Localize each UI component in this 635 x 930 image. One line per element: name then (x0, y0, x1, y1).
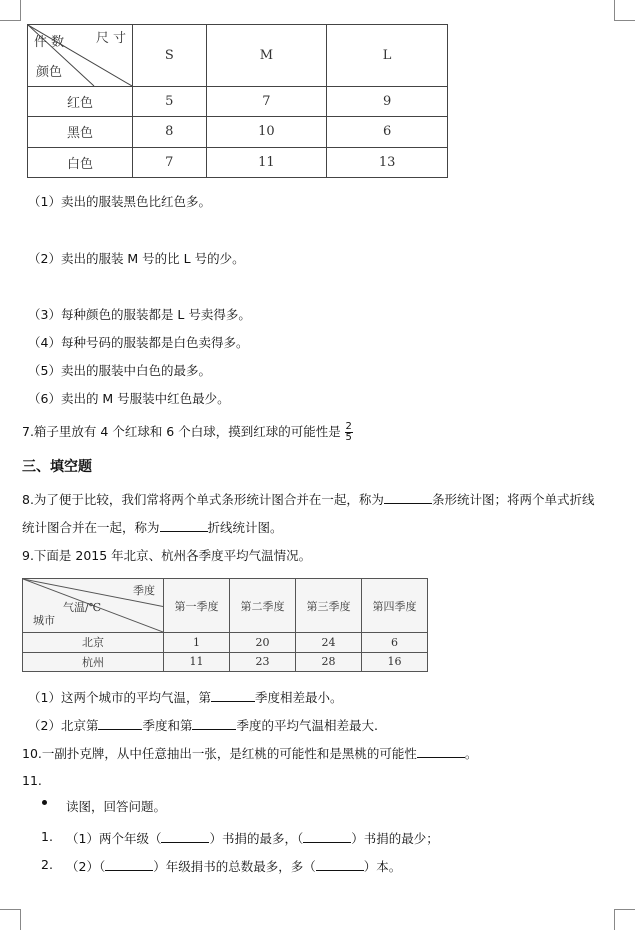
answer-blank[interactable] (417, 745, 465, 758)
season-header: 第四季度 (362, 579, 428, 633)
question-9-text: （2）北京第 (28, 718, 99, 733)
table-cell: 11 (206, 147, 327, 177)
question-10-text: 10.一副扑克牌，从中任意抽出一张，是红桃的可能性和是黑桃的可能性 (22, 746, 417, 761)
question-9-sub2 (28, 716, 378, 734)
question-7-text: 7.箱子里放有 4 个红球和 6 个白球，摸到红球的可能性是 (22, 424, 341, 439)
answer-blank[interactable] (316, 858, 364, 871)
table-row (23, 652, 428, 672)
page-corner-mark (0, 909, 21, 930)
temperature-table (22, 578, 428, 672)
question-8-text: 折线统计图。 (207, 520, 283, 535)
question-9-sub1 (28, 688, 342, 706)
season-header: 第一季度 (164, 579, 230, 633)
table-cell: 1 (164, 633, 230, 653)
table-row (28, 87, 448, 117)
question-8-line1 (22, 490, 594, 508)
table-cell: 20 (230, 633, 296, 653)
statement-3: （3）每种颜色的服装都是 L 号卖得多。 (28, 307, 251, 322)
table-cell: 7 (206, 87, 327, 117)
answer-blank[interactable] (98, 717, 142, 730)
question-8-text: 条形统计图；将两个单式折线 (431, 492, 595, 507)
size-header: S (133, 25, 207, 87)
answer-blank[interactable] (105, 858, 153, 871)
table-cell: 9 (327, 87, 448, 117)
fraction-numerator: 2 (345, 421, 352, 432)
color-label: 白色 (28, 147, 133, 177)
table-row (23, 633, 428, 653)
answer-blank[interactable] (161, 830, 209, 843)
statement-4: （4）每种号码的服装都是白色卖得多。 (28, 335, 249, 350)
city-label: 杭州 (23, 652, 164, 672)
table-cell: 28 (296, 652, 362, 672)
question-10 (22, 744, 477, 762)
list-item-number: 1. (41, 829, 53, 844)
question-11-text: （1）两个年级（ (66, 831, 162, 846)
list-item-number: 2. (41, 857, 53, 872)
table-cell: 8 (133, 117, 207, 147)
question-11-number: 11. (22, 773, 42, 788)
table-cell: 6 (362, 633, 428, 653)
question-9-text: 季度相差最小。 (254, 690, 343, 705)
statement-1: （1）卖出的服装黑色比红色多。 (28, 194, 211, 209)
question-11-instruction: 读图，回答问题。 (66, 799, 167, 814)
table-cell: 16 (362, 652, 428, 672)
question-11-text: ）书捐的最少； (351, 831, 439, 846)
size-header: L (327, 25, 448, 87)
corner-label-size: 尺 寸 (95, 31, 126, 46)
answer-blank[interactable] (384, 491, 432, 504)
question-11-text: ）书捐的最多，（ (209, 831, 304, 846)
answer-blank[interactable] (211, 689, 255, 702)
statement-5: （5）卖出的服装中白色的最多。 (28, 363, 211, 378)
fraction (345, 422, 353, 443)
question-11-item1 (66, 829, 439, 847)
season-header: 第三季度 (296, 579, 362, 633)
question-8-text: 8.为了便于比较，我们常将两个单式条形统计图合并在一起，称为 (22, 492, 384, 507)
question-8-line2 (22, 518, 283, 536)
table-cell: 24 (296, 633, 362, 653)
size-header: M (206, 25, 327, 87)
season-header: 第二季度 (230, 579, 296, 633)
fraction-denominator: 5 (345, 432, 352, 443)
page-corner-mark (614, 909, 635, 930)
question-8-text: 统计图合并在一起，称为 (22, 520, 160, 535)
table-corner-header (28, 25, 133, 87)
corner-label-temp: 气温/℃ (63, 601, 102, 614)
question-7 (22, 422, 353, 443)
color-label: 黑色 (28, 117, 133, 147)
question-10-text: 。 (464, 746, 478, 761)
table-row (28, 147, 448, 177)
question-11-text: ）本。 (363, 859, 402, 874)
answer-blank[interactable] (160, 519, 208, 532)
question-9-text: 季度的平均气温相差最大. (236, 718, 378, 733)
page-corner-mark (0, 0, 21, 21)
table-cell: 23 (230, 652, 296, 672)
corner-label-color: 颜色 (36, 65, 63, 80)
table-row (28, 117, 448, 147)
question-11-item2 (66, 857, 401, 875)
table-cell: 5 (133, 87, 207, 117)
question-9-text: 季度和第 (142, 718, 193, 733)
question-9-intro: 9.下面是 2015 年北京、杭州各季度平均气温情况。 (22, 548, 312, 563)
bullet-icon (42, 800, 47, 805)
answer-blank[interactable] (192, 717, 236, 730)
city-label: 北京 (23, 633, 164, 653)
question-11-text: （2）（ (66, 859, 106, 874)
clothing-sales-table (27, 24, 448, 178)
table-cell: 10 (206, 117, 327, 147)
question-9-text: （1）这两个城市的平均气温，第 (28, 690, 211, 705)
corner-label-season: 季度 (133, 584, 155, 597)
section-title: 三、填空题 (22, 459, 92, 475)
page-corner-mark (614, 0, 635, 21)
statement-6: （6）卖出的 M 号服装中红色最少。 (28, 391, 230, 406)
statement-2: （2）卖出的服装 M 号的比 L 号的少。 (28, 251, 245, 266)
answer-blank[interactable] (303, 830, 351, 843)
table-cell: 13 (327, 147, 448, 177)
table-corner-header (23, 579, 164, 633)
corner-label-count: 件 数 (34, 35, 65, 50)
table-cell: 6 (327, 117, 448, 147)
question-11-text: ）年级捐书的总数最多，多（ (153, 859, 316, 874)
corner-label-city: 城市 (33, 614, 55, 627)
color-label: 红色 (28, 87, 133, 117)
table-cell: 11 (164, 652, 230, 672)
table-cell: 7 (133, 147, 207, 177)
